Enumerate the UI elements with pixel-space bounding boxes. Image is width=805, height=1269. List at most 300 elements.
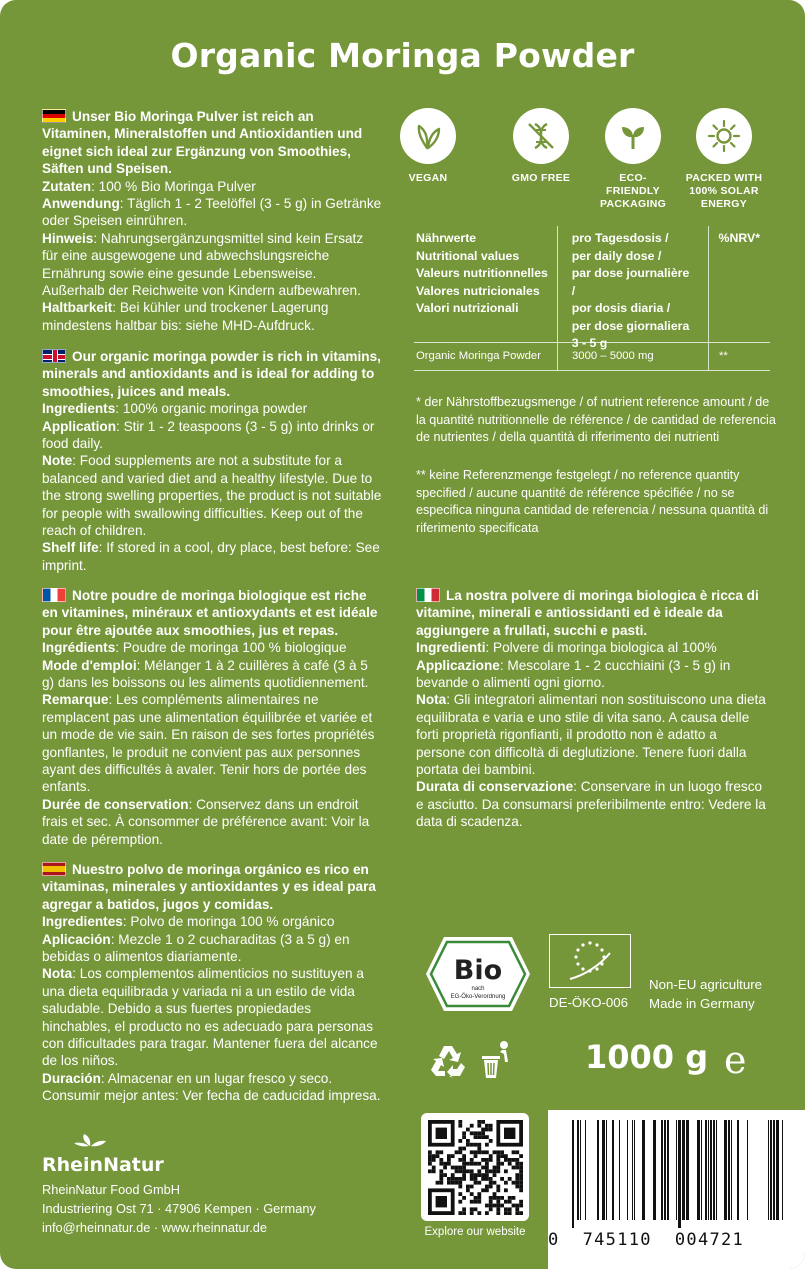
qr-module — [470, 1158, 474, 1162]
qr-module — [462, 1154, 466, 1158]
svg-text:EG-Öko-Verordnung: EG-Öko-Verordnung — [450, 994, 506, 1000]
qr-module — [439, 1181, 443, 1185]
qr-module — [481, 1188, 485, 1192]
qr-finder — [436, 1196, 447, 1207]
qr-module — [485, 1128, 489, 1132]
barcode-bars-icon — [548, 1110, 805, 1230]
nutrition-col-nrv: %NRV* — [708, 226, 770, 342]
text-block-en: Our organic moringa powder is rich in vitamins, minerals and antioxidants and is ideal for adding to smoothies, juices and meals. Ingredients: 100% organic moringa powder Application: Stir 1 - 2 teaspoons (3 - 5 g) into drinks or food daily. Note: Food supplements are not a substitute for a balanced and varied diet and a healthy lifestyle. Due to the strong swelling properties, the product is not suitable for people with swallowing difficulties. Keep out of the reach of children. Shelf life: If stored in a cool, dry place, best before: See imprint. — [42, 349, 382, 573]
qr-finder — [436, 1128, 447, 1139]
qr-module — [458, 1192, 462, 1196]
svg-text:Bio: Bio — [453, 955, 503, 986]
qr-module — [519, 1177, 523, 1181]
qr-module — [428, 1158, 432, 1162]
barcode-bar — [619, 1120, 620, 1220]
qr-module — [481, 1131, 485, 1135]
bio-seal-icon — [424, 935, 532, 1013]
qr-module — [504, 1188, 508, 1192]
barcode-bar — [782, 1120, 783, 1220]
text-block-fr: Notre poudre de moringa biologique est riche en vitamines, minéraux et antioxydants et est idéale pour être ajoutée aux smoothies, jus et repas. Ingrédients: Poudre de moringa 100 % biologique Mode d'emploi: Mélanger 1 à 2 cuillères à café (3 à 5 g) dans les boissons ou les aliments quotidiennement. Remarque: Les compléments alimentaires ne remplacent pas une alimentation équilibrée et variée et un mode de vie sain. En raison de ses fortes propriétés gonflantes, le produit ne convient pas aux personnes ayant des difficultés à avaler. Tenir hors de portée des enfants. Durée de conservation: Conservez dans un endroit frais et sec. À consommer de préférence avant: Voir la date de péremption. — [42, 588, 378, 847]
nutrition-col-dose: pro Tagesdosis / per daily dose / par dose journalière / por dosis diaria / per dose giornaliera 3 - 5 g — [557, 226, 708, 342]
qr-module — [477, 1169, 481, 1173]
qr-module — [519, 1173, 523, 1177]
qr-module — [504, 1169, 508, 1173]
qr-module — [428, 1162, 432, 1166]
eu-control-code: DE-ÖKO-006 — [549, 995, 629, 1010]
qr-module — [496, 1185, 500, 1189]
barcode-bar — [708, 1120, 709, 1220]
qr-module — [515, 1173, 519, 1177]
qr-module — [500, 1154, 504, 1158]
qr-module — [474, 1181, 478, 1185]
barcode-bar — [768, 1120, 769, 1220]
qr-module — [458, 1211, 462, 1215]
leaf-logo-icon — [70, 1133, 110, 1147]
qr-module — [481, 1173, 485, 1177]
qr-module — [447, 1181, 451, 1185]
nutrition-table — [414, 226, 770, 371]
qr-module — [504, 1200, 508, 1204]
qr-module — [508, 1158, 512, 1162]
qr-module — [462, 1135, 466, 1139]
qr-module — [462, 1207, 466, 1211]
qr-module — [485, 1173, 489, 1177]
barcode-bar — [572, 1120, 574, 1228]
qr-module — [481, 1135, 485, 1139]
barcode-bar — [577, 1120, 579, 1220]
barcode-bar — [664, 1120, 666, 1220]
qr-module — [496, 1169, 500, 1173]
barcode-bar — [632, 1120, 633, 1220]
qr-module — [500, 1177, 504, 1181]
qr-module — [508, 1177, 512, 1181]
qr-module — [470, 1185, 474, 1189]
qr-module — [477, 1147, 481, 1151]
qr-module — [477, 1120, 481, 1124]
qr-module — [481, 1158, 485, 1162]
barcode-bar — [731, 1120, 732, 1220]
qr-module — [470, 1211, 474, 1215]
qr-module — [496, 1204, 500, 1208]
qr-module — [455, 1181, 459, 1185]
eu-organic-leaf-icon — [549, 934, 631, 988]
qr-module — [474, 1177, 478, 1181]
qr-module — [515, 1177, 519, 1181]
qr-module — [451, 1173, 455, 1177]
qr-module — [496, 1162, 500, 1166]
qr-module — [462, 1169, 466, 1173]
qr-module — [455, 1169, 459, 1173]
qr-module — [458, 1166, 462, 1170]
company-address: RheinNatur Food GmbH Industriering Ost 71 · 47906 Kempen · Germany info@rheinnatur.de · www.rheinnatur.de — [42, 1182, 316, 1235]
qr-module — [500, 1162, 504, 1166]
qr-module — [466, 1139, 470, 1143]
qr-module — [496, 1196, 500, 1200]
qr-module — [493, 1204, 497, 1208]
qr-module — [504, 1154, 508, 1158]
qr-module — [439, 1177, 443, 1181]
svg-text:nach: nach — [471, 986, 485, 992]
barcode-bar — [701, 1120, 702, 1220]
text-block-it: La nostra polvere di moringa biologica è ricca di vitamine, minerali e antiossidanti ed è ideale da aggiungere a frullati, succhi e pasti. Ingredienti: Polvere di moringa biologica al 100% Applicazione: Mescolare 1 - 2 cucchiaini (3 - 5 g) in bevande o alimenti ogni giorno. Nota: Gli integratori alimentari non sostituiscono una dieta equilibrata e varia e uno stile di vita sano. A causa delle forti proprietà rigonfianti, il prodotto non è adatto a persone con difficoltà di deglutizione. Tenere fuori dalla portata dei bambini. Durata di conservazione: Conservare in un luogo fresco e asciutto. Da consumarsi preferibilmente entro: Vedere la data di scadenza. — [416, 588, 766, 830]
qr-module — [451, 1154, 455, 1158]
trash-disposal-icon — [478, 1040, 516, 1080]
qr-module — [474, 1162, 478, 1166]
qr-module — [508, 1162, 512, 1166]
qr-module — [462, 1173, 466, 1177]
qr-module — [439, 1158, 443, 1162]
qr-module — [458, 1120, 462, 1124]
qr-module — [493, 1196, 497, 1200]
qr-module — [439, 1169, 443, 1173]
qr-module — [504, 1158, 508, 1162]
qr-module — [519, 1185, 523, 1189]
nutrition-col-label: Nährwerte Nutritional values Valeurs nutritionnelles Valores nutricionales Valori nutrizionali — [416, 231, 548, 315]
qr-module — [462, 1177, 466, 1181]
qr-code[interactable] — [421, 1113, 529, 1221]
barcode-bar — [602, 1120, 605, 1220]
qr-module — [432, 1169, 436, 1173]
barcode-bar — [580, 1120, 581, 1220]
qr-module — [477, 1200, 481, 1204]
qr-module — [466, 1185, 470, 1189]
qr-module — [428, 1169, 432, 1173]
qr-module — [493, 1173, 497, 1177]
barcode-bar — [705, 1120, 707, 1220]
barcode-bar — [678, 1120, 681, 1228]
qr-module — [470, 1207, 474, 1211]
qr-module — [515, 1181, 519, 1185]
barcode-bar — [667, 1120, 669, 1220]
qr-module — [447, 1177, 451, 1181]
qr-module — [481, 1166, 485, 1170]
qr-module — [485, 1150, 489, 1154]
qr-module — [458, 1177, 462, 1181]
qr-module — [496, 1200, 500, 1204]
italian-flag-icon — [416, 588, 440, 602]
qr-module — [458, 1158, 462, 1162]
qr-module — [515, 1185, 519, 1189]
qr-module — [447, 1154, 451, 1158]
qr-module — [485, 1158, 489, 1162]
barcode-bar — [716, 1120, 717, 1220]
qr-module — [474, 1135, 478, 1139]
qr-module — [470, 1177, 474, 1181]
qr-module — [470, 1200, 474, 1204]
qr-module — [489, 1139, 493, 1143]
qr-module — [443, 1173, 447, 1177]
nutrition-header-row — [414, 226, 770, 350]
qr-module — [489, 1181, 493, 1185]
qr-module — [481, 1150, 485, 1154]
qr-module — [474, 1173, 478, 1177]
qr-module — [477, 1181, 481, 1185]
german-flag-icon — [42, 109, 66, 123]
spanish-flag-icon — [42, 862, 66, 876]
qr-module — [477, 1131, 481, 1135]
qr-module — [493, 1192, 497, 1196]
qr-module — [515, 1150, 519, 1154]
qr-module — [485, 1188, 489, 1192]
qr-module — [432, 1166, 436, 1170]
net-weight: 1000 g — [585, 1038, 709, 1076]
qr-module — [489, 1128, 493, 1132]
qr-module — [466, 1162, 470, 1166]
qr-module — [458, 1169, 462, 1173]
barcode-bar — [770, 1120, 772, 1220]
barcode-bar — [612, 1120, 614, 1220]
qr-module — [477, 1162, 481, 1166]
qr-module — [512, 1158, 516, 1162]
qr-module — [519, 1188, 523, 1192]
page-title: Organic Moringa Powder — [170, 36, 635, 75]
qr-module — [493, 1150, 497, 1154]
qr-module — [489, 1124, 493, 1128]
qr-module — [489, 1158, 493, 1162]
barcode-digits: 0 745110 004721 — [548, 1230, 745, 1250]
qr-module — [493, 1166, 497, 1170]
qr-module — [519, 1211, 523, 1215]
qr-module — [477, 1173, 481, 1177]
qr-module — [462, 1166, 466, 1170]
qr-label: Explore our website — [424, 1226, 526, 1238]
qr-module — [470, 1143, 474, 1147]
qr-module — [439, 1162, 443, 1166]
barcode-bar — [653, 1120, 656, 1220]
badge-gmo-free: GMO FREE — [501, 108, 581, 185]
no-dna-icon — [513, 108, 569, 164]
qr-module — [485, 1211, 489, 1215]
qr-module — [477, 1135, 481, 1139]
qr-module — [474, 1196, 478, 1200]
qr-module — [474, 1200, 478, 1204]
qr-module — [496, 1150, 500, 1154]
qr-module — [489, 1200, 493, 1204]
qr-module — [493, 1169, 497, 1173]
barcode-bar — [710, 1120, 712, 1220]
qr-module — [496, 1211, 500, 1215]
text-block-es: Nuestro polvo de moringa orgánico es rico en vitaminas, minerales y antioxidantes y es ideal para agregar a batidos, jugos y comidas. Ingredientes: Polvo de moringa 100 % orgánico Aplicación: Mezcle 1 o 2 cucharaditas (3 a 5 g) en bebidas o alimentos diariamente. Nota: Los complementos alimenticios no sustituyen a una dieta equilibrada y variada ni a un estilo de vida saludable. Debido a sus fuertes propiedades hinchables, el producto no es adecuado para personas con dificultades para tragar. Mantener fuera del alcance de los niños. Duración: Almacenar en un lugar fresco y seco. Consumir mejor antes: Ver fecha de caducidad impresa. — [42, 862, 381, 1104]
qr-module — [477, 1192, 481, 1196]
qr-module — [515, 1162, 519, 1166]
qr-module — [519, 1181, 523, 1185]
french-flag-icon — [42, 588, 66, 602]
barcode-bar — [776, 1120, 779, 1220]
qr-module — [489, 1207, 493, 1211]
qr-module — [485, 1204, 489, 1208]
barcode-bar — [686, 1120, 689, 1220]
qr-module — [515, 1166, 519, 1170]
barcode-bar — [728, 1120, 730, 1220]
footnote-no-reference: ** keine Referenzmenge festgelegt / no reference quantity specified / aucune quantité de référence spécifiée / no se especifica ninguna cantidad de referencia / nessuna quantità di riferimento specificata — [416, 468, 769, 535]
barcode-bar — [661, 1120, 663, 1220]
qr-module — [474, 1143, 478, 1147]
barcode-bar — [642, 1120, 645, 1220]
qr-module — [436, 1154, 440, 1158]
qr-module — [508, 1200, 512, 1204]
badge-eco-packaging: ECO-FRIENDLY PACKAGING — [593, 108, 673, 211]
qr-module — [515, 1158, 519, 1162]
badge-vegan: VEGAN — [388, 108, 468, 185]
qr-module — [474, 1154, 478, 1158]
qr-module — [428, 1154, 432, 1158]
qr-module — [474, 1131, 478, 1135]
qr-module — [458, 1150, 462, 1154]
qr-module — [477, 1143, 481, 1147]
qr-module — [485, 1169, 489, 1173]
qr-module — [443, 1162, 447, 1166]
qr-module — [447, 1158, 451, 1162]
barcode — [548, 1110, 805, 1269]
barcode-bar — [697, 1120, 700, 1220]
qr-module — [512, 1181, 516, 1185]
uk-flag-icon — [42, 349, 66, 363]
barcode-bar — [682, 1120, 685, 1220]
qr-module — [489, 1177, 493, 1181]
qr-module — [519, 1169, 523, 1173]
barcode-bar — [773, 1120, 775, 1220]
qr-module — [470, 1124, 474, 1128]
qr-module — [458, 1139, 462, 1143]
qr-module — [493, 1181, 497, 1185]
sprout-icon — [605, 108, 661, 164]
qr-module — [512, 1204, 516, 1208]
qr-module — [436, 1150, 440, 1154]
qr-module — [466, 1169, 470, 1173]
barcode-bar — [634, 1120, 635, 1220]
qr-module — [508, 1207, 512, 1211]
barcode-bar — [724, 1120, 727, 1220]
qr-module — [451, 1181, 455, 1185]
qr-module — [485, 1135, 489, 1139]
qr-module — [496, 1166, 500, 1170]
qr-module — [515, 1211, 519, 1215]
text-block-de: Unser Bio Moringa Pulver ist reich an Vitaminen, Mineralstoffen und Antioxidantien und eignet sich ideal zur Ergänzung von Smoothies, Säften und Speisen. Zutaten: 100 % Bio Moringa Pulver Anwendung: Täglich 1 - 2 Teelöffel (3 - 5 g) in Getränke oder Speisen einrühren. Hinweis: Nahrungsergänzungsmittel sind kein Ersatz für eine ausgewogene und abwechslungsreiche Ernährung sowie eine gesunde Lebensweise. Außerhalb der Reichweite von Kindern aufbewahren. Haltbarkeit: Bei kühler und trockener Lagerung mindestens haltbar bis: siehe MHD-Aufdruck. — [42, 109, 382, 333]
qr-module — [462, 1158, 466, 1162]
contact-links[interactable]: info@rheinnatur.de · www.rheinnatur.de — [42, 1220, 267, 1235]
qr-module — [458, 1185, 462, 1189]
qr-module — [477, 1150, 481, 1154]
qr-module — [519, 1200, 523, 1204]
qr-module — [470, 1173, 474, 1177]
qr-module — [489, 1154, 493, 1158]
qr-module — [462, 1131, 466, 1135]
qr-module — [500, 1150, 504, 1154]
qr-module — [474, 1207, 478, 1211]
qr-module — [515, 1204, 519, 1208]
qr-module — [455, 1150, 459, 1154]
qr-module — [451, 1166, 455, 1170]
qr-module — [504, 1207, 508, 1211]
qr-module — [447, 1162, 451, 1166]
qr-module — [485, 1185, 489, 1189]
qr-module — [439, 1173, 443, 1177]
qr-module — [466, 1143, 470, 1147]
qr-module — [470, 1131, 474, 1135]
nutrition-data-row: Organic Moringa Powder 3000 – 5000 mg ** — [414, 343, 770, 371]
qr-module — [466, 1128, 470, 1132]
qr-module — [428, 1150, 432, 1154]
leaf-icon — [400, 108, 456, 164]
qr-module — [470, 1162, 474, 1166]
qr-module — [443, 1166, 447, 1170]
qr-module — [512, 1166, 516, 1170]
barcode-bar — [676, 1120, 677, 1220]
qr-module — [481, 1177, 485, 1181]
qr-module — [485, 1124, 489, 1128]
qr-module — [519, 1154, 523, 1158]
qr-module — [515, 1207, 519, 1211]
qr-module — [504, 1181, 508, 1185]
qr-module — [508, 1196, 512, 1200]
qr-module — [489, 1169, 493, 1173]
qr-module — [462, 1211, 466, 1215]
qr-module — [451, 1177, 455, 1181]
qr-module — [455, 1177, 459, 1181]
qr-module — [477, 1211, 481, 1215]
qr-module — [477, 1196, 481, 1200]
qr-module — [485, 1177, 489, 1181]
barcode-bar — [597, 1120, 599, 1220]
qr-module — [432, 1154, 436, 1158]
brand-logo: RheinNatur — [42, 1133, 164, 1176]
qr-module — [466, 1188, 470, 1192]
barcode-bar — [737, 1120, 739, 1220]
qr-module — [489, 1196, 493, 1200]
qr-module — [462, 1196, 466, 1200]
qr-module — [500, 1196, 504, 1200]
barcode-bar — [606, 1120, 607, 1220]
qr-module — [485, 1143, 489, 1147]
qr-module — [500, 1204, 504, 1208]
badge-solar-energy: PACKED WITH 100% SOLAR ENERGY — [684, 108, 764, 211]
qr-module — [477, 1124, 481, 1128]
qr-finder — [504, 1128, 515, 1139]
qr-module — [496, 1158, 500, 1162]
origin-line-1: Non-EU agriculture — [649, 977, 763, 992]
qr-module — [508, 1211, 512, 1215]
qr-module — [496, 1188, 500, 1192]
qr-module — [496, 1154, 500, 1158]
qr-module — [512, 1150, 516, 1154]
barcode-bar — [585, 1120, 586, 1220]
estimated-sign-icon: e — [724, 1038, 747, 1082]
footnote-nrv: * der Nährstoffbezugsmenge / of nutrient reference amount / de la quantité nutritionnelle de référence / de cantidad de referencia de nutrientes / della quantità di riferimento dei nutrienti — [416, 395, 776, 444]
qr-module — [462, 1147, 466, 1151]
qr-module — [504, 1211, 508, 1215]
qr-module — [485, 1162, 489, 1166]
qr-module — [439, 1150, 443, 1154]
qr-module — [519, 1162, 523, 1166]
qr-module — [436, 1181, 440, 1185]
qr-module — [481, 1120, 485, 1124]
recycle-icon — [428, 1043, 468, 1079]
origin-line-2: Made in Germany — [649, 996, 755, 1011]
qr-module — [458, 1200, 462, 1204]
qr-module — [470, 1150, 474, 1154]
qr-module — [458, 1147, 462, 1151]
qr-module — [458, 1124, 462, 1128]
qr-module — [481, 1128, 485, 1132]
qr-module — [458, 1181, 462, 1185]
qr-module — [462, 1162, 466, 1166]
qr-module — [470, 1169, 474, 1173]
qr-code-icon — [421, 1113, 529, 1221]
barcode-bar — [747, 1120, 748, 1220]
qr-module — [519, 1204, 523, 1208]
qr-module — [470, 1192, 474, 1196]
qr-module — [432, 1158, 436, 1162]
